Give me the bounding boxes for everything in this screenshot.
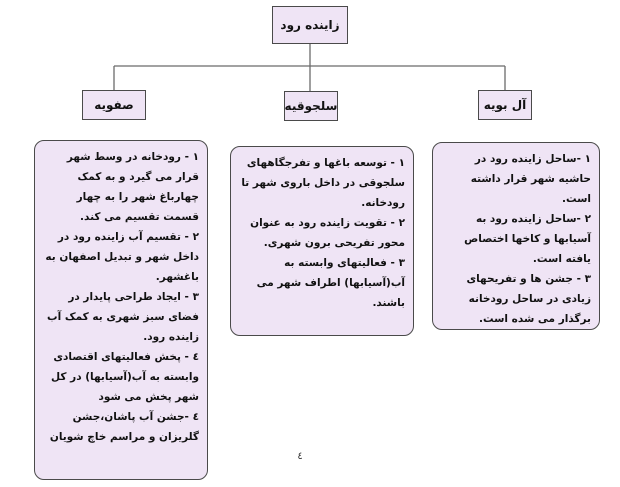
branch-title-saljughi-label: سلجوقیه bbox=[284, 99, 338, 113]
content-box-al-buyeh bbox=[432, 142, 600, 330]
al-buyeh-point-2: ۲ -ساحل زاینده رود به آسیابها و کاخها اختصاص یافته است. bbox=[464, 213, 591, 265]
saljughi-point-3: ۳ - فعالیتهای وابسته به آب(آسیابها) اطراف شهر می باشند. bbox=[256, 257, 405, 309]
content-box-safavi bbox=[34, 140, 208, 480]
branch-title-al-buyeh-label: آل بویه bbox=[483, 98, 527, 112]
safavi-point-1: ۱ - رودخانه در وسط شهر قرار می گیرد و به کمک چهارباغ شهر را به چهار قسمت تقسیم می کند. bbox=[66, 151, 199, 223]
al-buyeh-point-3: ۳ - جشن ها و تفریحهای زیادی در ساحل رودخانه برگذار می شده است. bbox=[466, 273, 591, 325]
saljughi-point-2: ۲ - تقویت زاینده رود به عنوان محور تفریحی برون شهری. bbox=[250, 217, 405, 249]
safavi-point-3: ۳ - ایجاد طراحی پایدار در فضای سبز شهری به کمک آب زاینده رود. bbox=[47, 291, 199, 343]
page-number: ٤ bbox=[297, 451, 303, 462]
branch-title-al-buyeh bbox=[478, 90, 532, 120]
root-node bbox=[272, 6, 348, 44]
branch-title-safavi-label: صفویه bbox=[94, 98, 134, 112]
root-label: زاینده رود bbox=[280, 18, 340, 32]
saljughi-point-1: ۱ - توسعه باغها و تفرجگاههای سلجوقی در داخل باروی شهر تا رودخانه. bbox=[241, 157, 405, 209]
al-buyeh-point-1: ۱ -ساحل زاینده رود در حاشیه شهر قرار داشته است. bbox=[470, 153, 591, 205]
branch-title-saljughi bbox=[284, 91, 338, 121]
safavi-point-4: ٤ - پخش فعالیتهای اقتصادی وابسته به آب(آسیابها) در کل شهر پخش می شود bbox=[51, 351, 199, 403]
safavi-point-2: ۲ - تقسیم آب زاینده رود در داخل شهر و تبدیل اصفهان به باغشهر. bbox=[45, 231, 199, 283]
content-box-saljughi bbox=[230, 146, 414, 336]
safavi-point-5: ٤ -جشن آب پاشان،جشن گلریزان و مراسم خاچ شویان bbox=[49, 411, 199, 443]
branch-title-safavi bbox=[82, 90, 146, 120]
